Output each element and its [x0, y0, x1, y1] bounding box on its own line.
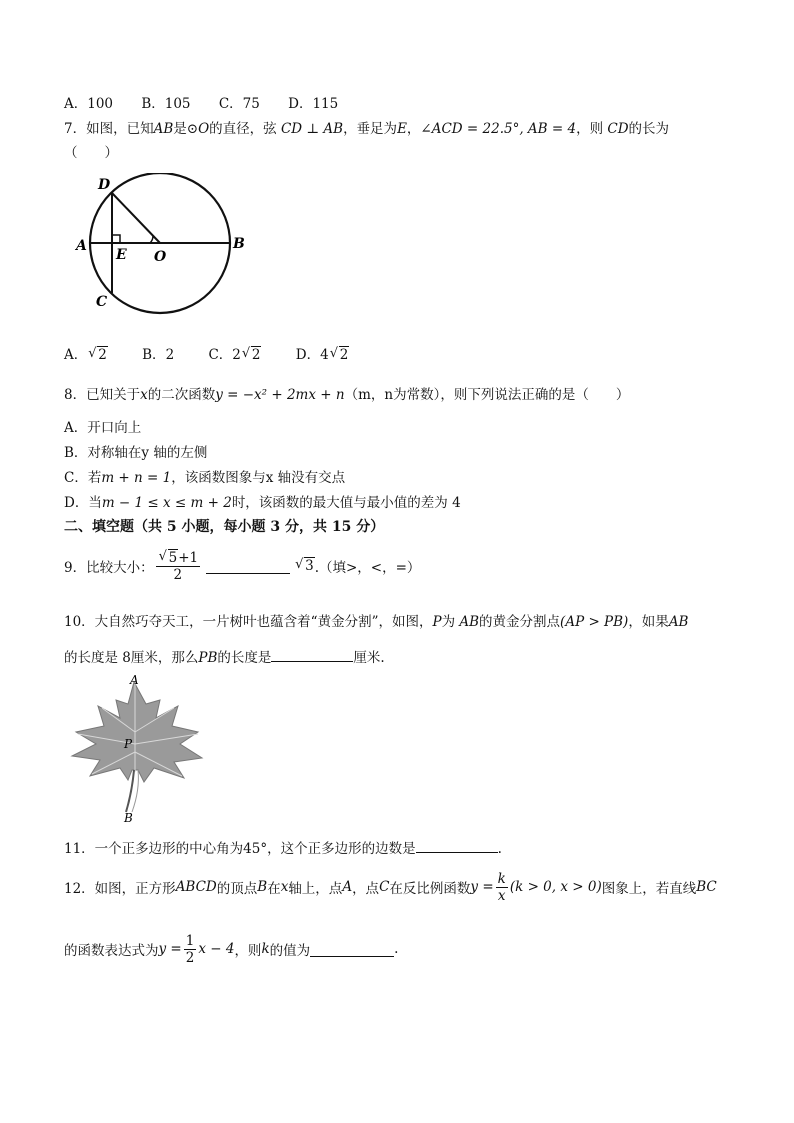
q11-answer-blank[interactable]: [416, 838, 498, 853]
radicand: 2: [339, 347, 349, 363]
sqrt-symbol: √ 3: [295, 557, 314, 574]
q11-text: 11．一个正多边形的中心角为45°，这个正多边形的边数是: [64, 841, 416, 857]
q7-e: E: [397, 121, 407, 137]
radicand: 5: [168, 549, 178, 566]
q7-cd: CD: [607, 121, 629, 137]
q7-perp: CD ⊥ AB: [280, 121, 344, 137]
label-b: B: [233, 236, 245, 252]
q8-function: y = −x² + 2mx + n: [215, 387, 345, 403]
q10-answer-blank[interactable]: [271, 647, 353, 662]
q6-option-a: A．100: [64, 96, 114, 112]
q7-stem-line2: （ ）: [64, 145, 118, 161]
q10-leaf-figure: [68, 672, 208, 822]
section-heading: 二、填空题（共 5 小题，每小题 3 分，共 15 分）: [64, 519, 385, 535]
q9: [64, 546, 420, 586]
q7-stem-line1: [64, 117, 669, 137]
q7-option-c: [208, 347, 265, 363]
option-prefix: C．: [208, 347, 233, 363]
label-p: P: [124, 737, 133, 751]
q10-text: 厘米.: [353, 650, 385, 666]
q12-line2: [64, 930, 398, 968]
q8-option-a: A．开口向上: [64, 420, 142, 436]
q12-text: 的顶点: [216, 881, 258, 897]
radicand: 2: [251, 347, 261, 363]
q12-condition: (k > 0, x > 0): [509, 879, 602, 895]
right-angle-mark: [112, 235, 120, 243]
q9-answer-blank[interactable]: [206, 559, 290, 574]
q8-stem: [64, 383, 629, 403]
q10-ab: AB: [459, 614, 480, 630]
sqrt-symbol: √ 2: [329, 346, 349, 363]
option-prefix: A．: [64, 347, 88, 363]
q7-ab: AB: [153, 121, 174, 137]
sqrt-symbol: √ 2: [241, 346, 261, 363]
q12-text: 12．如图，正方形: [64, 881, 176, 897]
q7-text: ，垂足为: [343, 121, 398, 137]
q12-x: x: [280, 879, 289, 895]
q8-text: C．若: [64, 470, 102, 486]
q8-condition: m − 1 ≤ x ≤ m + 2: [101, 495, 232, 511]
q7-text: ，则: [576, 121, 604, 137]
q12-text: 图象上，若直线: [601, 881, 697, 897]
q9-text: .（填>，<，=）: [314, 560, 421, 576]
q10-line2: [64, 646, 385, 666]
q6-option-c: C．75: [218, 96, 260, 112]
q8-text: D．当: [64, 495, 102, 511]
q10-text: 的长度是 8厘米，那么: [64, 650, 199, 666]
option-value: 2: [165, 347, 175, 363]
sqrt-symbol: √ 2: [88, 346, 107, 363]
q8-text: 的二次函数: [147, 387, 216, 403]
q12-text: 的函数表达式为: [64, 943, 159, 959]
q8-text: 时，该函数的最大值与最小值的差为 4: [231, 495, 461, 511]
q10-line1: [64, 610, 688, 630]
denominator: 2: [173, 566, 183, 583]
q11: [64, 837, 502, 857]
q8-text: ，该函数图象与x 轴没有交点: [171, 470, 346, 486]
option-prefix: D．: [295, 347, 321, 363]
q6-options: [64, 92, 338, 112]
label-b: B: [124, 811, 133, 822]
q12-k: k: [261, 941, 270, 957]
q12-text: 在: [267, 881, 281, 897]
q12-text: .: [394, 941, 399, 957]
radicand: 3: [305, 558, 314, 574]
q7-option-a: [64, 347, 112, 363]
q7-text: 7．如图，已知: [64, 121, 154, 137]
option-prefix: B．: [142, 347, 166, 363]
q10-text: 为: [441, 614, 456, 630]
label-a: A: [76, 238, 87, 254]
q7-text: 是⊙: [173, 121, 199, 137]
q7-circle-figure: [70, 173, 260, 318]
q9-text: 9．比较大小：: [64, 560, 154, 576]
q7-o: O: [198, 121, 210, 137]
q7-options: [64, 343, 349, 363]
q7-text: ，: [406, 121, 421, 137]
label-e: E: [116, 247, 127, 263]
q10-p: P: [432, 614, 442, 630]
label-a: A: [130, 673, 139, 687]
angle-arc: [150, 236, 153, 243]
radicand: 2: [98, 347, 107, 363]
q12-text: ，点: [352, 881, 380, 897]
q8-condition: m + n = 1: [101, 470, 172, 486]
q12-abcd: ABCD: [175, 879, 217, 895]
q9-fraction: √ 5+1 2: [156, 550, 201, 583]
coefficient: 4: [320, 347, 329, 363]
q12-y: y =: [470, 879, 494, 895]
q7-text: 的直径，弦: [209, 121, 277, 137]
q10-text: 的黄金分割点: [479, 614, 561, 630]
q8-option-c: [64, 466, 345, 486]
q8-option-d: [64, 491, 461, 511]
q10-condition: (AP > PB): [560, 614, 629, 630]
maple-leaf: [72, 682, 202, 782]
q12-fraction-k-x: $\frac{k}{x}$: [497, 870, 506, 904]
q12-b: B: [257, 879, 268, 895]
coefficient: 2: [232, 347, 241, 363]
q7-option-b: [142, 347, 178, 363]
q6-option-b: B．105: [141, 96, 191, 112]
q6-option-d: D．115: [288, 96, 339, 112]
q12-a: A: [342, 879, 353, 895]
q12-text: 在反比例函数: [389, 881, 471, 897]
q7-option-d: [296, 347, 350, 363]
numerator-rest: +1: [178, 549, 199, 566]
q12-text: ，则: [234, 943, 262, 959]
q8-option-b: B．对称轴在y 轴的左侧: [64, 445, 208, 461]
q12-expression: x − 4: [198, 941, 235, 957]
q10-text: 的长度是: [217, 650, 272, 666]
label-c: C: [96, 294, 108, 310]
q12-line1: [64, 868, 717, 906]
q10-text: ，如果: [628, 614, 669, 630]
q7-text: 的长为: [628, 121, 670, 137]
q10-ab: AB: [668, 614, 689, 630]
q12-text: 轴上，点: [288, 881, 343, 897]
q8-text: （m，n为常数），则下列说法正确的是（ ）: [344, 387, 630, 403]
q7-angle: ∠ACD = 22.5°, AB = 4: [420, 121, 577, 137]
q12-text: 的值为: [269, 943, 311, 959]
q10-pb: PB: [198, 650, 218, 666]
q12-answer-blank[interactable]: [310, 942, 394, 957]
label-o: O: [154, 249, 167, 265]
q8-text: 8．已知关于: [64, 387, 141, 403]
q8-x: x: [140, 387, 148, 403]
q12-y: y =: [158, 941, 182, 957]
label-d: D: [98, 177, 111, 193]
q12-bc: BC: [696, 879, 717, 895]
q10-text: 10．大自然巧夺天工，一片树叶也蕴含着“黄金分割”，如图，: [64, 614, 433, 630]
q12-fraction-half: $\frac{1}{2}$: [185, 932, 195, 966]
q11-text: .: [497, 841, 502, 857]
q12-c: C: [379, 879, 390, 895]
